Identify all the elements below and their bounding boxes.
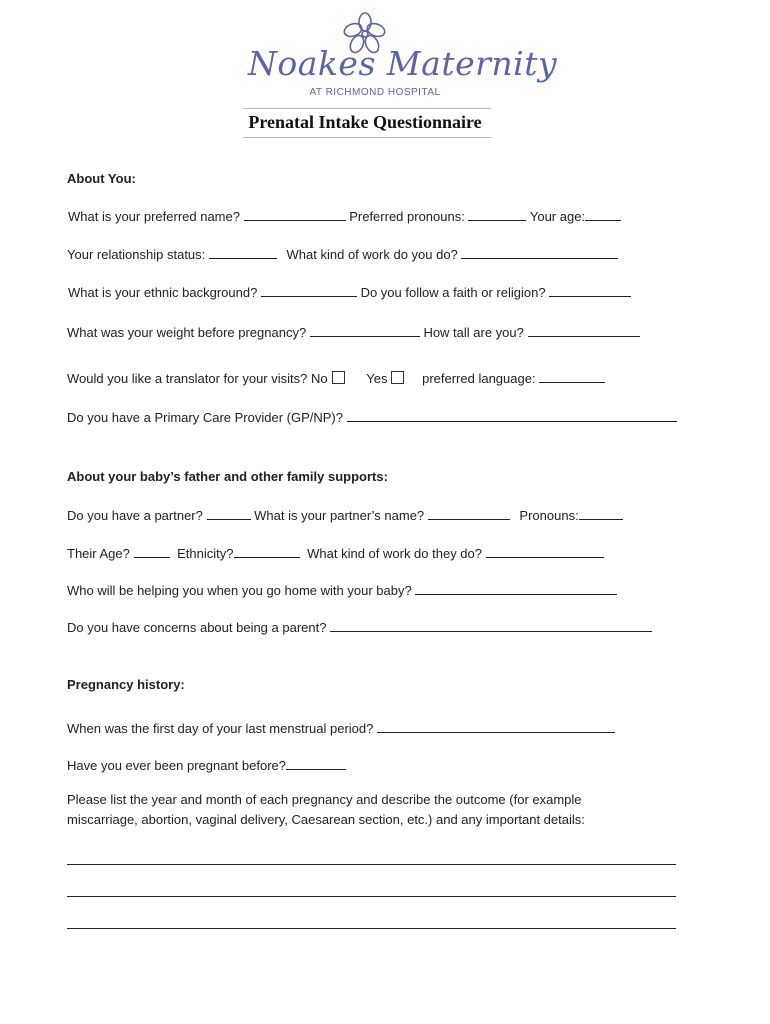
weight-label: What was your weight before pregnancy? (67, 325, 307, 340)
row-ethnic-faith (68, 284, 631, 300)
pregnancy-list-instructions-2: miscarriage, abortion, vaginal delivery, Caesarean section, etc.) and any important details: (67, 812, 585, 827)
faith-field[interactable] (549, 284, 631, 297)
row-lmp (67, 720, 615, 736)
preferred-name-label: What is your preferred name? (68, 209, 240, 224)
row-helping (67, 582, 617, 598)
age-field[interactable] (585, 208, 621, 221)
lmp-label: When was the first day of your last menstrual period? (67, 721, 374, 736)
page-title: Prenatal Intake Questionnaire (248, 112, 482, 132)
relationship-label: Your relationship status: (67, 247, 206, 262)
their-work-label: What kind of work do they do? (307, 546, 482, 561)
language-label: preferred language: (422, 371, 536, 386)
pregnancy-list-instructions-1: Please list the year and month of each pregnancy and describe the outcome (for example (67, 792, 582, 807)
helping-label: Who will be helping you when you go home with your baby? (67, 583, 412, 598)
partner-field[interactable] (207, 507, 251, 520)
concerns-field[interactable] (330, 619, 652, 632)
row-relationship-work (67, 246, 618, 262)
pregnancy-heading: Pregnancy history: (67, 677, 185, 692)
weight-field[interactable] (310, 324, 420, 337)
their-age-label: Their Age? (67, 546, 130, 561)
pregnancy-details-line-1[interactable] (67, 864, 676, 865)
their-age-field[interactable] (134, 545, 170, 558)
title-top-rule (243, 108, 491, 109)
translator-label: Would you like a translator for your visits? (67, 371, 308, 386)
row-weight-height (67, 324, 640, 340)
ethnic-field[interactable] (261, 284, 357, 297)
translator-no-checkbox[interactable] (332, 371, 345, 384)
work-label: What kind of work do you do? (286, 247, 458, 262)
family-heading: About your baby’s father and other family supports: (67, 469, 388, 484)
partner-name-field[interactable] (428, 507, 510, 520)
row-pregnant-before (67, 757, 346, 773)
preferred-name-field[interactable] (244, 208, 346, 221)
title-bottom-rule (243, 137, 491, 138)
partner-label: Do you have a partner? (67, 508, 203, 523)
row-name-pronouns-age (68, 208, 621, 224)
translator-no-label: No (311, 371, 328, 386)
ethnicity-field[interactable] (234, 545, 300, 558)
pregnancy-details-line-3[interactable] (67, 928, 676, 929)
height-field[interactable] (528, 324, 640, 337)
logo-subtitle: AT RICHMOND HOSPITAL (309, 87, 441, 98)
lmp-field[interactable] (377, 720, 615, 733)
language-field[interactable] (539, 370, 605, 383)
translator-yes-label: Yes (366, 371, 388, 386)
concerns-label: Do you have concerns about being a parent? (67, 620, 327, 635)
helping-field[interactable] (415, 582, 617, 595)
about-you-heading: About You: (67, 171, 136, 186)
partner-pronouns-label: Pronouns: (519, 508, 579, 523)
age-label: Your age: (529, 209, 586, 224)
ethnicity-label: Ethnicity? (177, 546, 234, 561)
their-work-field[interactable] (486, 545, 604, 558)
row-concerns (67, 619, 652, 635)
pronouns-label: Preferred pronouns: (349, 209, 465, 224)
primary-care-field[interactable] (347, 409, 677, 422)
height-label: How tall are you? (423, 325, 524, 340)
work-field[interactable] (461, 246, 618, 259)
partner-name-label: What is your partner’s name? (254, 508, 425, 523)
row-primary-care (67, 409, 677, 425)
ethnic-label: What is your ethnic background? (68, 285, 258, 300)
pregnant-before-field[interactable] (286, 757, 346, 770)
row-partner (67, 507, 623, 523)
pregnancy-details-line-2[interactable] (67, 896, 676, 897)
logo-name: Noakes Maternity (248, 44, 558, 83)
row-partner-details (67, 545, 604, 561)
faith-label: Do you follow a faith or religion? (360, 285, 546, 300)
pregnant-before-label: Have you ever been pregnant before? (67, 758, 286, 773)
relationship-field[interactable] (209, 246, 277, 259)
partner-pronouns-field[interactable] (579, 507, 623, 520)
pronouns-field[interactable] (468, 208, 526, 221)
translator-yes-checkbox[interactable] (391, 371, 404, 384)
primary-care-label: Do you have a Primary Care Provider (GP/NP)? (67, 410, 343, 425)
row-translator (67, 370, 605, 386)
